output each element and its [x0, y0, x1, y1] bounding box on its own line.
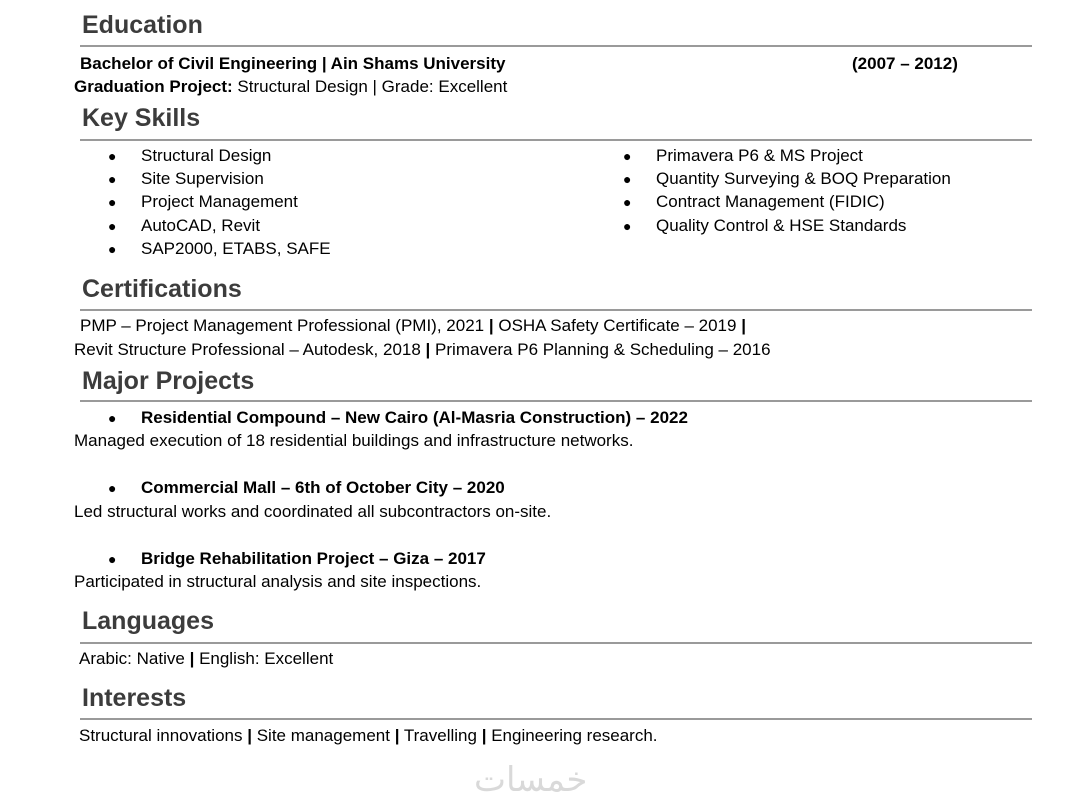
separator: |: [394, 726, 400, 745]
interests-heading: Interests: [82, 684, 187, 712]
khamsat-watermark: خمسات: [474, 760, 588, 800]
skill-item: Site Supervision: [141, 169, 264, 188]
separator: |: [741, 316, 746, 335]
certifications-heading: Certifications: [82, 275, 242, 303]
interest-item: Travelling: [403, 726, 477, 745]
degree-line: Bachelor of Civil Engineering | Ain Shams University: [80, 54, 506, 73]
skill-item: Quality Control & HSE Standards: [656, 216, 907, 235]
certification-item: OSHA Safety Certificate – 2019: [498, 316, 737, 335]
separator: |: [189, 649, 195, 668]
interest-item: Engineering research.: [491, 726, 658, 745]
bullet-icon: ●: [623, 218, 632, 234]
skill-item: Contract Management (FIDIC): [656, 192, 885, 211]
skill-item: Quantity Surveying & BOQ Preparation: [656, 169, 951, 188]
bullet-icon: ●: [623, 171, 632, 187]
interests-divider: [80, 718, 1032, 720]
certifications-line: [74, 339, 771, 361]
interest-item: Structural innovations: [79, 726, 243, 745]
certification-item: Primavera P6 Planning & Scheduling – 2016: [435, 340, 771, 359]
separator: |: [488, 316, 494, 335]
bullet-icon: ●: [108, 194, 117, 210]
languages-divider: [80, 642, 1032, 644]
graduation-project-line: [74, 76, 507, 98]
interests-line: [79, 725, 658, 747]
skills-divider: [80, 139, 1032, 141]
languages-heading: Languages: [82, 607, 214, 635]
projects-heading: Major Projects: [82, 367, 255, 395]
bullet-icon: ●: [108, 148, 117, 164]
language-item: English: Excellent: [199, 649, 334, 668]
bullet-icon: ●: [108, 241, 117, 257]
graduation-project-text: Structural Design | Grade: Excellent: [232, 77, 508, 96]
bullet-icon: ●: [108, 171, 117, 187]
graduation-project-label: Graduation Project:: [74, 77, 233, 96]
bullet-icon: ●: [623, 194, 632, 210]
skill-item: SAP2000, ETABS, SAFE: [141, 239, 331, 258]
skill-item: AutoCAD, Revit: [141, 216, 261, 235]
project-description: Managed execution of 18 residential buildings and infrastructure networks.: [74, 431, 634, 450]
skills-heading: Key Skills: [82, 104, 201, 132]
education-heading: Education: [82, 11, 203, 39]
skill-item: Structural Design: [141, 146, 272, 165]
separator: |: [425, 340, 431, 359]
certification-item: PMP – Project Management Professional (PMI), 2021: [80, 316, 485, 335]
projects-divider: [80, 400, 1032, 402]
bullet-icon: ●: [108, 480, 117, 496]
skill-item: Primavera P6 & MS Project: [656, 146, 863, 165]
project-title: Residential Compound – New Cairo (Al-Masria Construction) – 2022: [141, 408, 688, 427]
certifications-line: [80, 315, 746, 337]
degree-years: (2007 – 2012): [852, 54, 958, 73]
certifications-divider: [80, 309, 1032, 311]
bullet-icon: ●: [623, 148, 632, 164]
separator: |: [481, 726, 487, 745]
education-divider: [80, 45, 1032, 47]
languages-line: [79, 648, 333, 670]
bullet-icon: ●: [108, 218, 117, 234]
separator: |: [247, 726, 252, 745]
certification-item: Revit Structure Professional – Autodesk, 2018: [74, 340, 421, 359]
project-description: Participated in structural analysis and site inspections.: [74, 572, 482, 591]
project-title: Bridge Rehabilitation Project – Giza – 2017: [141, 549, 486, 568]
bullet-icon: ●: [108, 410, 117, 426]
skill-item: Project Management: [141, 192, 298, 211]
bullet-icon: ●: [108, 551, 117, 567]
project-title: Commercial Mall – 6th of October City – 2020: [141, 478, 505, 497]
project-description: Led structural works and coordinated all subcontractors on-site.: [74, 502, 552, 521]
interest-item: Site management: [256, 726, 390, 745]
language-item: Arabic: Native: [79, 649, 185, 668]
